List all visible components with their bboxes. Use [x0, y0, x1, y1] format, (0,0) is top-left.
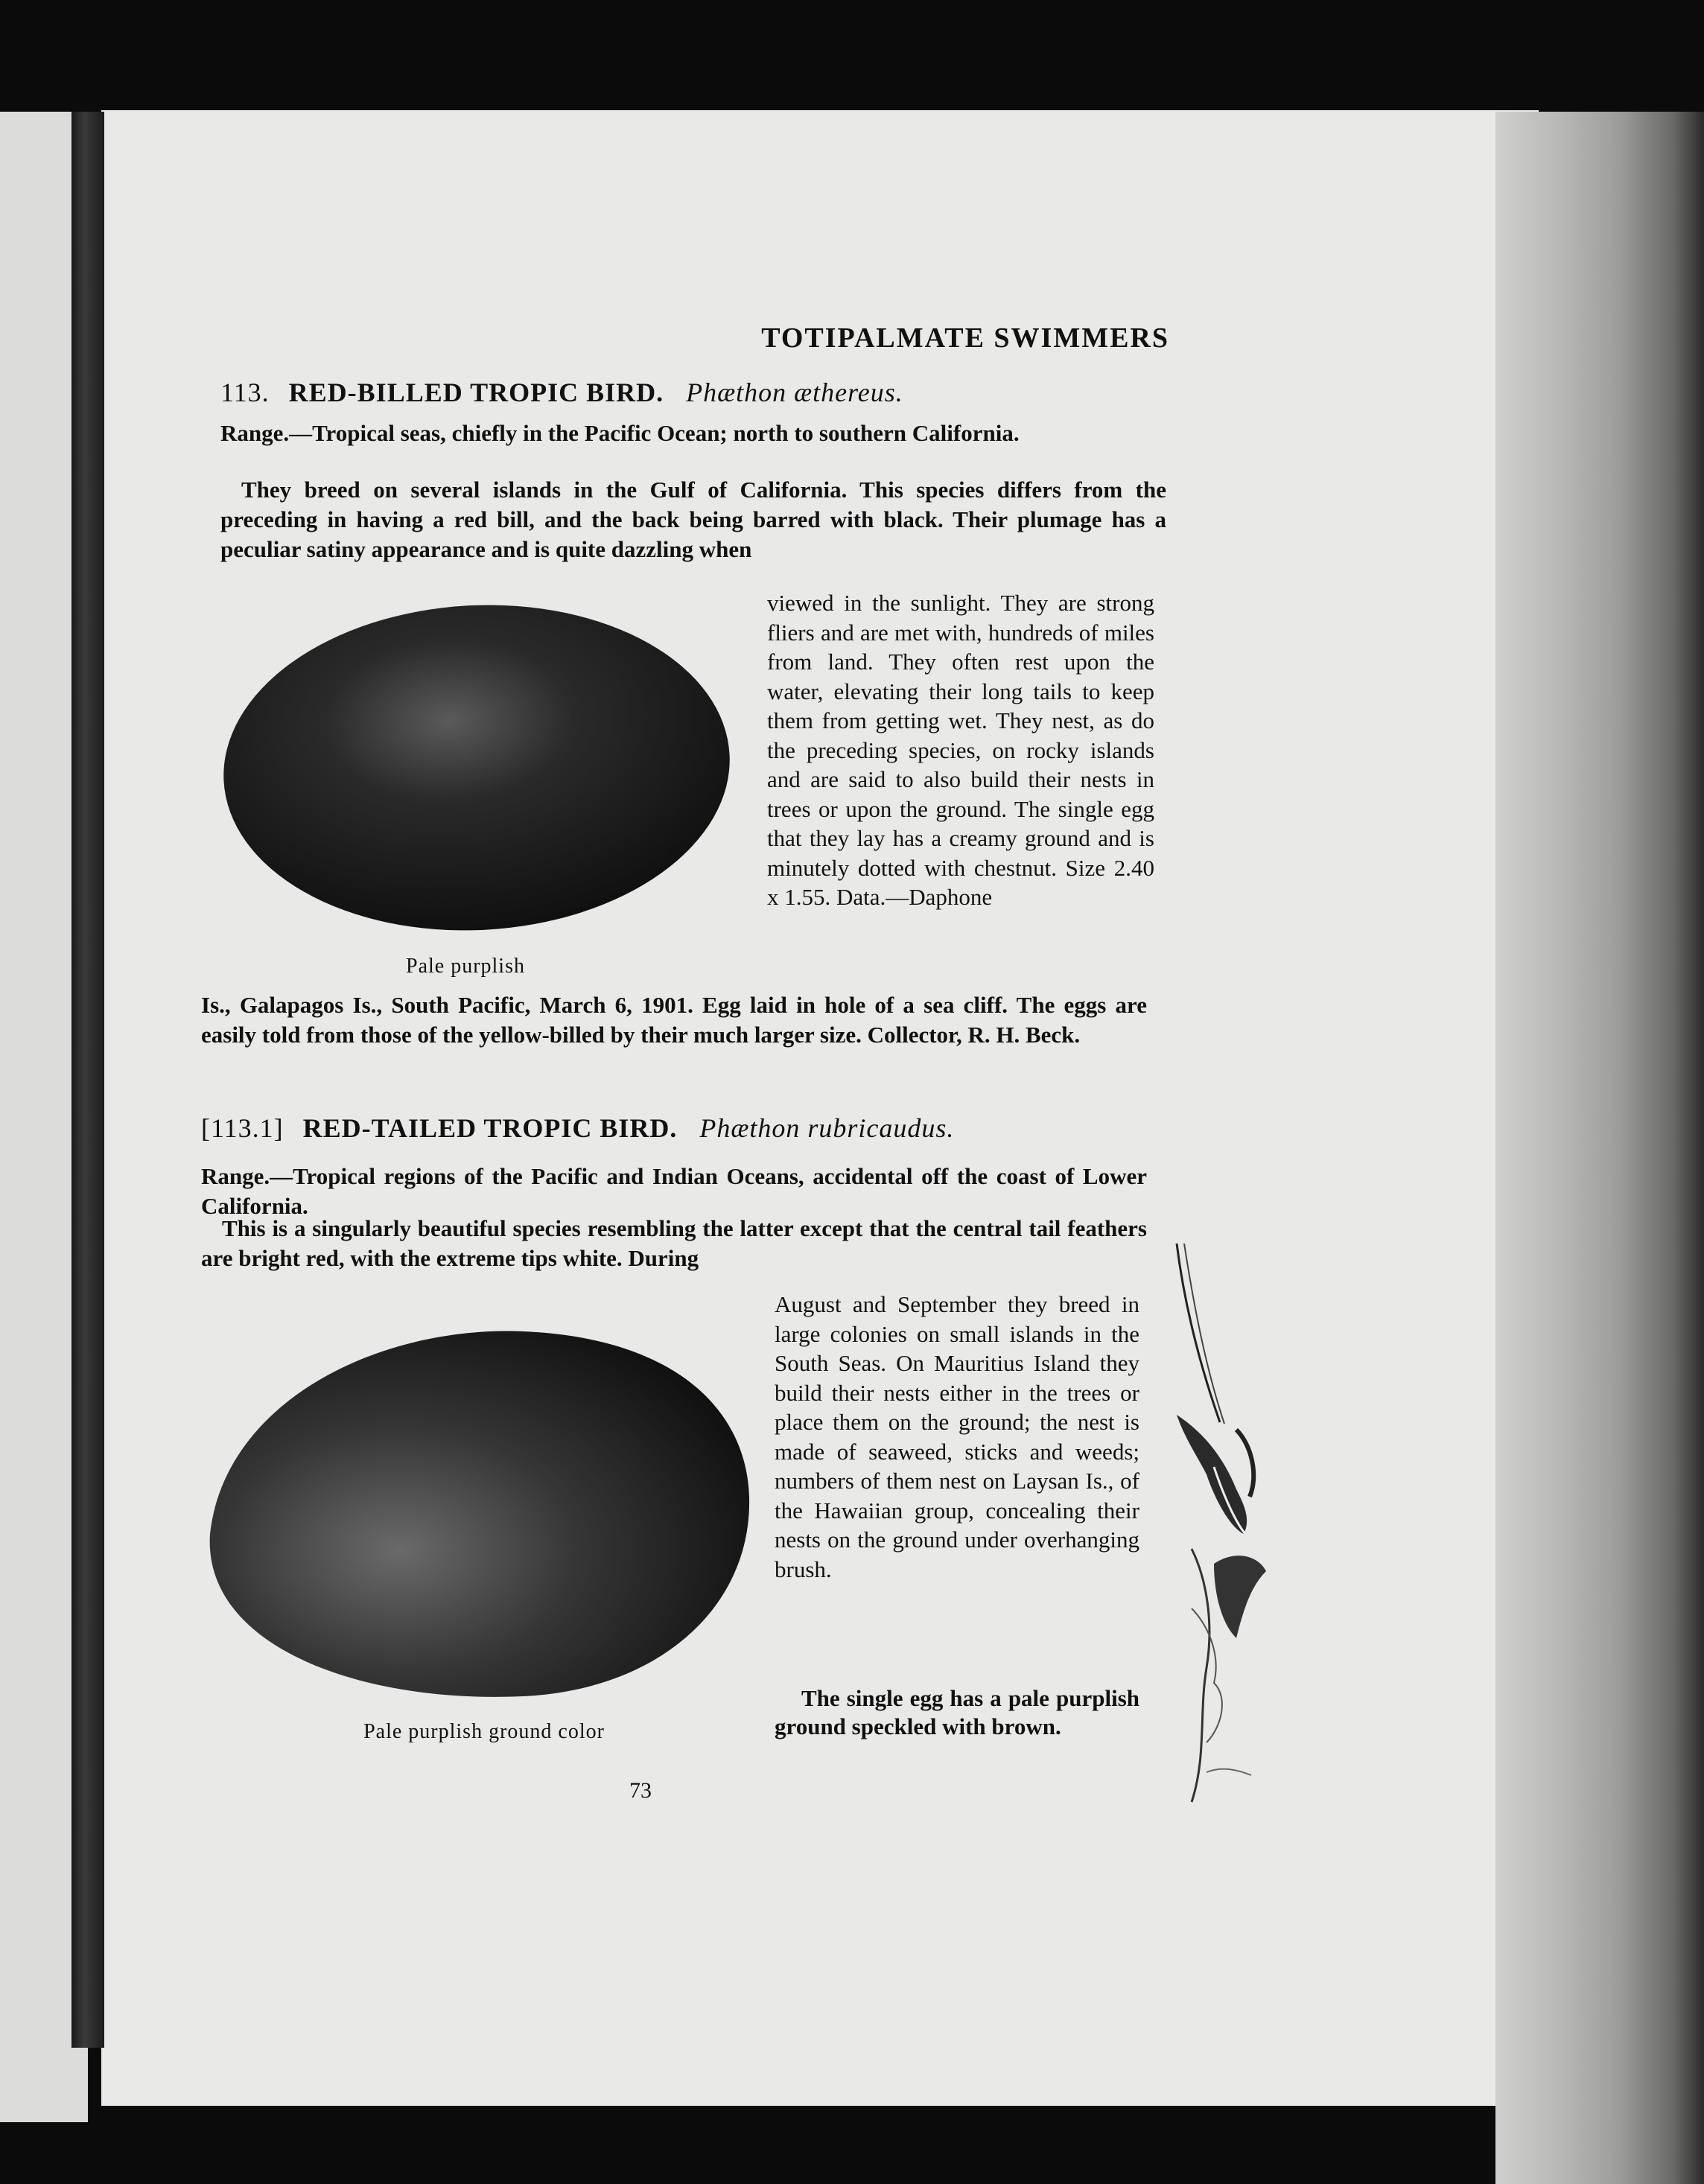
entry-113-1-header [201, 1112, 954, 1144]
caption-red-billed-egg: Pale purplish [406, 955, 525, 978]
running-head: TOTIPALMATE SWIMMERS [761, 322, 1169, 354]
entry-113-header [220, 377, 903, 408]
entry-113-1-range: Range.—Tropical regions of the Pacific and Indian Oceans, accidental off the coast of Lower California. [201, 1163, 1147, 1219]
caption-red-tailed-egg: Pale purplish ground color [363, 1720, 605, 1743]
entry-113-column-text: viewed in the sunlight. They are strong fliers and are met with, hundreds of miles from land. They often rest upon the water, elevating their long tails to keep them from getting wet. They nest, as do the preceding species, on rocky islands and are said to also build their nests in trees or upon the ground. The single egg that they lay has a creamy ground and is minutely dotted with chestnut. Size 2.40 x 1.55. Data.—Daphone [767, 590, 1154, 910]
book-page [101, 110, 1539, 2106]
entry-113-1-column-text: August and September they breed in large colonies on small islands in the South Seas. On Mauritius Island they build their nests either in the trees or place them on the ground; the nest is made of seaweed, sticks and weeds; numbers of them nest on Laysan Is., of the Hawaiian group, concealing their nests on the ground under overhanging brush. [775, 1291, 1139, 1582]
egg-photo-red-billed [210, 594, 731, 937]
egg-photo-red-tailed [195, 1311, 761, 1710]
entry-113-1-intro-text: This is a singularly beautiful species resembling the latter except that the central tail feathers are bright red, with the extreme tips white. During [201, 1215, 1147, 1271]
entry-113-intro-text: They breed on several islands in the Gulf of California. This species differs from the preceding in having a red bill, and the back being barred with black. Their plumage has a peculiar satiny appearance and is quite dazzling when [220, 477, 1166, 562]
entry-113-after-text: Is., Galapagos Is., South Pacific, March 6, 1901. Egg laid in hole of a sea cliff. The eggs are easily told from those of the yellow-billed by their much larger size. Collector, R. H. Beck. [201, 992, 1147, 1048]
entry-113-scientific-name: Phæthon æthereus. [686, 378, 903, 407]
entry-113-1-number: [113.1] [201, 1113, 284, 1143]
entry-113-1-scientific-name: Phæthon rubricaudus. [699, 1113, 955, 1143]
entry-113-1-egg-text: The single egg has a pale purplish ground speckled with brown. [775, 1685, 1139, 1739]
page-number: 73 [629, 1778, 652, 1803]
entry-113-common-name: RED-BILLED TROPIC BIRD. [288, 378, 664, 407]
entry-113-1-common-name: RED-TAILED TROPIC BIRD. [302, 1113, 678, 1143]
tropic-bird-illustration [1162, 1236, 1281, 1809]
page-edge-shadow [1495, 112, 1704, 2184]
entry-113-range: Range.—Tropical seas, chiefly in the Pacific Ocean; north to southern California. [220, 420, 1020, 446]
book-spine [71, 112, 104, 2048]
entry-113-number: 113. [220, 378, 270, 407]
